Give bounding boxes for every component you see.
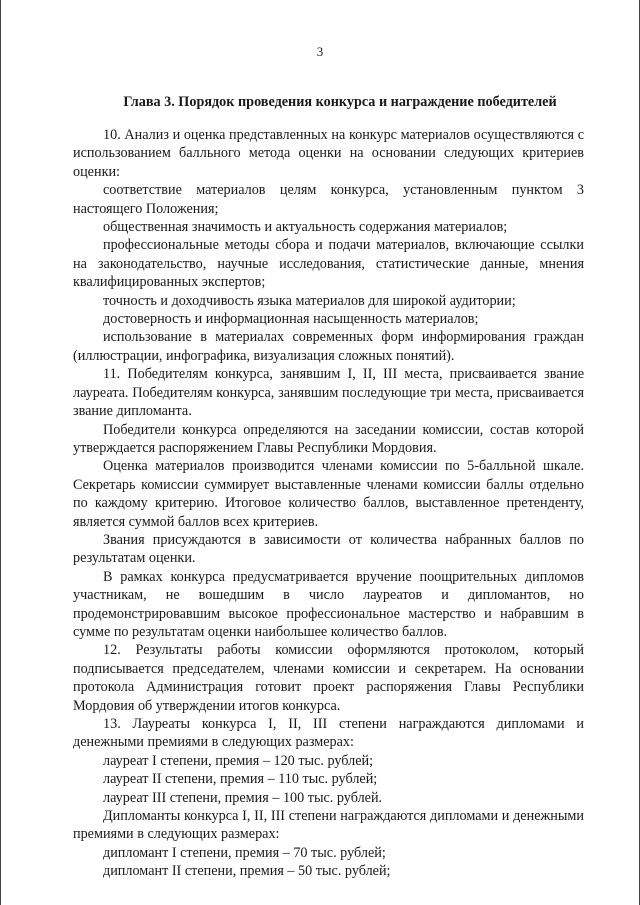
paragraph: 13. Лауреаты конкурса I, II, III степени награждаются дипломами и денежными премиями в следующих размерах: [73,716,584,751]
paragraph: профессиональные методы сбора и подачи материалов, включающие ссылки на законодательство, научные исследования, статистические данные, мнения квалифицированных экспертов; [73,237,584,291]
paragraph: соответствие материалов целям конкурса, установленным пунктом 3 настоящего Положения; [73,182,584,217]
paragraph: Победители конкурса определяются на заседании комиссии, состав которой утверждается распоряжением Главы Республики Мордовия. [73,421,584,456]
scan-edge-mark [0,0,1,905]
chapter-heading: Глава 3. Порядок проведения конкурса и награждение победителей [123,94,557,110]
paragraph: дипломант II степени, премия – 50 тыс. рублей; [103,863,391,880]
paragraph: Оценка материалов производится членами комиссии по 5-балльной шкале. Секретарь комиссии суммирует выставленные членами комиссии баллы отдельно по каждому критерию. Итоговое количество баллов, выставленное претенденту, является суммой баллов всех критериев. [73,458,584,530]
paragraph: 12. Результаты работы комиссии оформляются протоколом, который подписывается председателем, членами комиссии и секретарем. На основании протокола Администрация готовит проект распоряжения Главы Республики Мордовия об утверждении итогов конкурса. [73,642,584,714]
paragraph: 11. Победителям конкурса, занявшим I, II, III места, присваивается звание лауреата. Победителям конкурса, занявшим последующие три места, присваивается звание дипломанта. [73,366,584,420]
paragraph: общественная значимость и актуальность содержания материалов; [103,219,508,236]
paragraph: Дипломанты конкурса I, II, III степени награждаются дипломами и денежными премиями в следующих размерах: [73,808,584,843]
paragraph: достоверность и информационная насыщенность материалов; [103,311,479,328]
paragraph: Звания присуждаются в зависимости от количества набранных баллов по результатам оценки. [73,531,584,567]
page-number: 3 [316,44,324,59]
paragraph: лауреат II степени, премия – 110 тыс. рублей; [103,771,378,788]
paragraph: лауреат I степени, премия – 120 тыс. рублей; [103,752,374,769]
paragraph: В рамках конкурса предусматривается вручение поощрительных дипломов участникам, не вошедшим в число лауреатов и дипломантов, но продемонстрировавшим высокое профессиональное мастерство и набравшим в сумме по результатам оценки наибольшее количество баллов. [73,568,584,640]
paragraph: 10. Анализ и оценка представленных на конкурс материалов осуществляются с использованием балльного метода оценки на основании следующих критериев оценки: [73,127,584,180]
paragraph: использование в материалах современных форм информирования граждан (иллюстрации, инфографика, визуализация сложных понятий). [73,329,584,364]
paragraph: лауреат III степени, премия – 100 тыс. рублей. [103,789,383,806]
paragraph: дипломант I степени, премия – 70 тыс. рублей; [103,844,386,861]
body-text [73,126,584,881]
paragraph: точность и доходчивость языка материалов для широкой аудитории; [103,292,516,309]
